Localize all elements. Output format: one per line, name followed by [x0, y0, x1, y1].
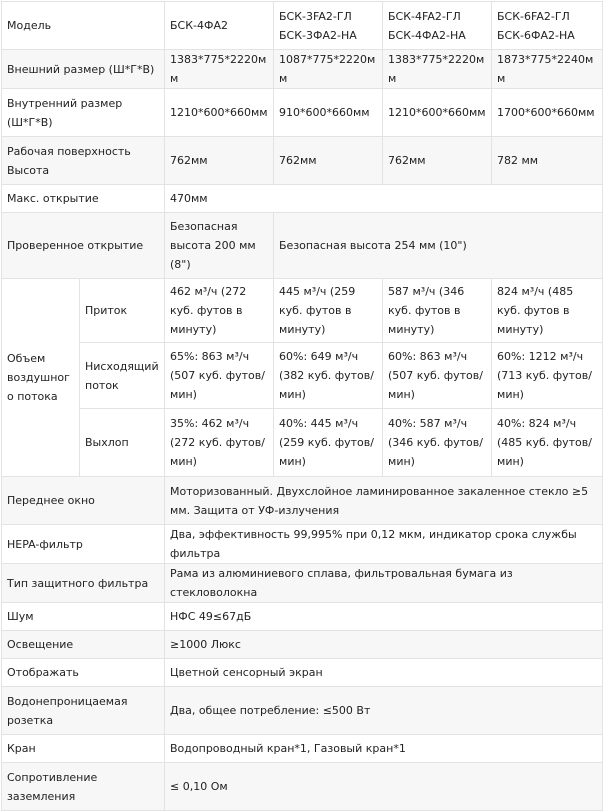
table-row — [2, 2, 603, 50]
table-row — [2, 735, 603, 763]
value-cell: Безопасная высота 254 мм (10") — [274, 213, 603, 279]
value-cell: Водопроводный кран*1, Газовый кран*1 — [165, 735, 603, 763]
value-cell: Безопасная высота 200 мм (8") — [165, 213, 274, 279]
value-cell: Цветной сенсорный экран — [165, 659, 603, 687]
value-cell: 782 мм — [492, 137, 603, 185]
row-label-work-surface: Рабочая поверхность Высота — [2, 137, 165, 185]
value-cell: 1210*600*660мм — [165, 89, 274, 137]
value-cell: 1210*600*660мм — [383, 89, 492, 137]
row-label-lighting: Освещение — [2, 631, 165, 659]
value-cell: 445 м³/ч (259 куб. футов в минуту) — [274, 279, 383, 343]
table-row — [2, 603, 603, 631]
value-cell: 824 м³/ч (485 куб. футов в минуту) — [492, 279, 603, 343]
value-cell: 762мм — [383, 137, 492, 185]
row-label-tap: Кран — [2, 735, 165, 763]
value-cell: ≥1000 Люкс — [165, 631, 603, 659]
table-row — [2, 137, 603, 185]
value-cell: 1383*775*2220мм — [383, 50, 492, 89]
table-row — [2, 213, 603, 279]
value-cell: 462 м³/ч (272 куб. футов в минуту) — [165, 279, 274, 343]
row-label-airflow: Объем воздушного потока — [2, 279, 80, 477]
value-cell: Моторизованный. Двухслойное ламинированное закаленное стекло ≥5 мм. Защита от УФ-излучения — [165, 477, 603, 525]
value-cell: 1087*775*2220мм — [274, 50, 383, 89]
model-cell: БСК-6FA2-ГЛ БСК-6ФА2-НА — [492, 2, 603, 50]
model-cell: БСК-4ФА2 — [165, 2, 274, 50]
table-row — [2, 89, 603, 137]
value-cell: 60%: 649 м³/ч (382 куб. футов/мин) — [274, 343, 383, 409]
value-cell: ≤ 0,10 Ом — [165, 763, 603, 811]
value-cell: НФС 49≤67дБ — [165, 603, 603, 631]
table-row — [2, 279, 603, 343]
table-row — [2, 687, 603, 735]
table-row — [2, 525, 603, 564]
table-row — [2, 631, 603, 659]
value-cell: Рама из алюминиевого сплава, фильтровальная бумага из стекловолокна — [165, 564, 603, 603]
row-sublabel-downflow: Нисходящий поток — [80, 343, 165, 409]
row-label-hepa: HEPA-фильтр — [2, 525, 165, 564]
value-cell: 1383*775*2220мм — [165, 50, 274, 89]
value-cell: Два, общее потребление: ≤500 Вт — [165, 687, 603, 735]
table-row — [2, 343, 603, 409]
table-row — [2, 409, 603, 477]
table-row — [2, 763, 603, 811]
model-cell: БСК-4FA2-ГЛ БСК-4ФА2-НА — [383, 2, 492, 50]
table-row — [2, 185, 603, 213]
row-label-socket: Водонепроницаемая розетка — [2, 687, 165, 735]
spec-table — [1, 1, 603, 811]
table-row — [2, 564, 603, 603]
value-cell: 40%: 824 м³/ч (485 куб. футов/мин) — [492, 409, 603, 477]
value-cell: 40%: 445 м³/ч (259 куб. футов/мин) — [274, 409, 383, 477]
value-cell: 1700*600*660мм — [492, 89, 603, 137]
value-cell: 910*600*660мм — [274, 89, 383, 137]
value-cell: 762мм — [165, 137, 274, 185]
model-cell: БСК-3FA2-ГЛ БСК-3ФА2-НА — [274, 2, 383, 50]
value-cell: 1873*775*2240мм — [492, 50, 603, 89]
row-label-grounding: Сопротивление заземления — [2, 763, 165, 811]
value-cell: 762мм — [274, 137, 383, 185]
row-label-max-opening: Макс. открытие — [2, 185, 165, 213]
table-row — [2, 659, 603, 687]
value-cell: 587 м³/ч (346 куб. футов в минуту) — [383, 279, 492, 343]
row-label-internal-size: Внутренний размер (Ш*Г*В) — [2, 89, 165, 137]
row-sublabel-exhaust: Выхлоп — [80, 409, 165, 477]
row-label-tested-opening: Проверенное открытие — [2, 213, 165, 279]
value-cell: 60%: 1212 м³/ч (713 куб. футов/мин) — [492, 343, 603, 409]
value-cell: 40%: 587 м³/ч (346 куб. футов/мин) — [383, 409, 492, 477]
value-cell: 35%: 462 м³/ч (272 куб. футов/мин) — [165, 409, 274, 477]
value-cell: 60%: 863 м³/ч (507 куб. футов/мин) — [383, 343, 492, 409]
value-cell: 65%: 863 м³/ч (507 куб. футов/мин) — [165, 343, 274, 409]
row-label-front-window: Переднее окно — [2, 477, 165, 525]
row-label-display: Отображать — [2, 659, 165, 687]
row-sublabel-inflow: Приток — [80, 279, 165, 343]
row-label-noise: Шум — [2, 603, 165, 631]
value-cell: Два, эффективность 99,995% при 0,12 мкм, индикатор срока службы фильтра — [165, 525, 603, 564]
row-label-external-size: Внешний размер (Ш*Г*В) — [2, 50, 165, 89]
row-label-pre-filter: Тип защитного фильтра — [2, 564, 165, 603]
value-cell: 470мм — [165, 185, 603, 213]
row-label-model: Модель — [2, 2, 165, 50]
table-row — [2, 477, 603, 525]
table-row — [2, 50, 603, 89]
